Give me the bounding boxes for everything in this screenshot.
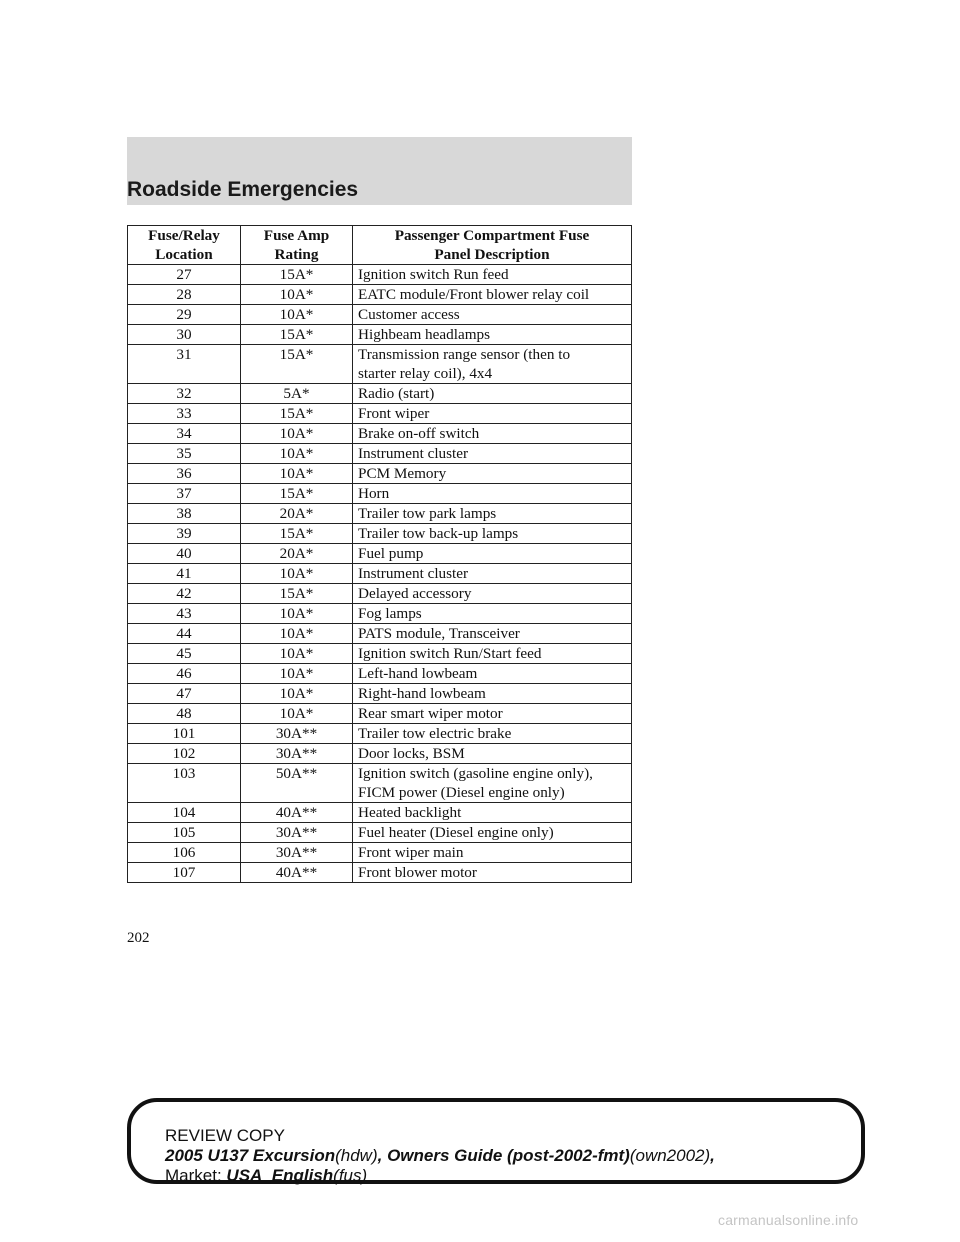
fuse-description: Horn: [353, 484, 632, 504]
table-row: [128, 325, 632, 345]
fuse-amp-rating: 40A**: [241, 803, 353, 823]
fuse-location: 34: [128, 424, 241, 444]
fuse-description: Fuel heater (Diesel engine only): [353, 823, 632, 843]
table-row: [128, 624, 632, 644]
fuse-table-body: [128, 265, 632, 883]
table-row: [128, 644, 632, 664]
table-row: [128, 444, 632, 464]
table-row: [128, 823, 632, 843]
fuse-description: Highbeam headlamps: [353, 325, 632, 345]
fuse-amp-rating: 10A*: [241, 444, 353, 464]
fuse-description: Fuel pump: [353, 544, 632, 564]
fuse-location: 31: [128, 345, 241, 384]
fuse-location: 46: [128, 664, 241, 684]
fuse-location: 47: [128, 684, 241, 704]
fuse-description: Door locks, BSM: [353, 744, 632, 764]
table-row: [128, 404, 632, 424]
table-row: [128, 484, 632, 504]
table-row: [128, 305, 632, 325]
fuse-location: 28: [128, 285, 241, 305]
table-row: [128, 704, 632, 724]
fuse-location: 43: [128, 604, 241, 624]
fuse-description: EATC module/Front blower relay coil: [353, 285, 632, 305]
table-row: [128, 664, 632, 684]
fuse-amp-rating: 10A*: [241, 424, 353, 444]
fuse-amp-rating: 30A**: [241, 724, 353, 744]
table-header-row: [128, 226, 632, 265]
fuse-description: Instrument cluster: [353, 564, 632, 584]
table-row: [128, 863, 632, 883]
fuse-location: 41: [128, 564, 241, 584]
fuse-amp-rating: 30A**: [241, 744, 353, 764]
table-row: [128, 464, 632, 484]
fuse-amp-rating: 10A*: [241, 305, 353, 325]
fuse-description: Left-hand lowbeam: [353, 664, 632, 684]
fuse-amp-rating: 10A*: [241, 604, 353, 624]
fuse-location: 39: [128, 524, 241, 544]
fuse-location: 40: [128, 544, 241, 564]
fuse-amp-rating: 10A*: [241, 285, 353, 305]
fuse-description: Ignition switch Run/Start feed: [353, 644, 632, 664]
fuse-description: Radio (start): [353, 384, 632, 404]
fuse-description: PATS module, Transceiver: [353, 624, 632, 644]
table-row: [128, 764, 632, 803]
fuse-location: 107: [128, 863, 241, 883]
fuse-description: Front blower motor: [353, 863, 632, 883]
table-row: [128, 265, 632, 285]
table-row: [128, 803, 632, 823]
section-title: Roadside Emergencies: [127, 178, 359, 201]
fuse-amp-rating: 5A*: [241, 384, 353, 404]
fuse-amp-rating: 10A*: [241, 704, 353, 724]
table-row: [128, 384, 632, 404]
fuse-location: 44: [128, 624, 241, 644]
review-line-3: Market: USA_English(fus): [165, 1166, 368, 1185]
fuse-description: Front wiper main: [353, 843, 632, 863]
fuse-location: 105: [128, 823, 241, 843]
fuse-location: 35: [128, 444, 241, 464]
fuse-description: Rear smart wiper motor: [353, 704, 632, 724]
table-row: [128, 843, 632, 863]
table-row: [128, 564, 632, 584]
fuse-amp-rating: 15A*: [241, 404, 353, 424]
fuse-amp-rating: 15A*: [241, 524, 353, 544]
fuse-location: 103: [128, 764, 241, 803]
table-row: [128, 544, 632, 564]
fuse-description: Trailer tow park lamps: [353, 504, 632, 524]
fuse-description: Fog lamps: [353, 604, 632, 624]
fuse-amp-rating: 30A**: [241, 843, 353, 863]
fuse-location: 27: [128, 265, 241, 285]
review-line-2: 2005 U137 Excursion(hdw), Owners Guide (post-2002-fmt)(own2002),: [165, 1146, 715, 1165]
fuse-amp-rating: 15A*: [241, 325, 353, 345]
fuse-location: 42: [128, 584, 241, 604]
fuse-location: 102: [128, 744, 241, 764]
fuse-amp-rating: 15A*: [241, 345, 353, 384]
fuse-location: 32: [128, 384, 241, 404]
fuse-description: Front wiper: [353, 404, 632, 424]
fuse-amp-rating: 15A*: [241, 265, 353, 285]
fuse-amp-rating: 30A**: [241, 823, 353, 843]
table-row: [128, 285, 632, 305]
table-row: [128, 684, 632, 704]
review-line-1: REVIEW COPY: [165, 1126, 285, 1145]
fuse-location: 101: [128, 724, 241, 744]
fuse-amp-rating: 15A*: [241, 584, 353, 604]
header-description: Passenger Compartment Fuse Panel Description: [353, 226, 632, 265]
fuse-amp-rating: 40A**: [241, 863, 353, 883]
fuse-location: 33: [128, 404, 241, 424]
fuse-amp-rating: 50A**: [241, 764, 353, 803]
fuse-location: 38: [128, 504, 241, 524]
fuse-location: 104: [128, 803, 241, 823]
fuse-amp-rating: 15A*: [241, 484, 353, 504]
table-row: [128, 724, 632, 744]
fuse-description: Trailer tow electric brake: [353, 724, 632, 744]
fuse-description: Ignition switch (gasoline engine only), FICM power (Diesel engine only): [353, 764, 632, 803]
fuse-amp-rating: 10A*: [241, 684, 353, 704]
table-row: [128, 504, 632, 524]
table-row: [128, 345, 632, 384]
watermark: carmanualsonline.info: [718, 1212, 859, 1228]
fuse-location: 45: [128, 644, 241, 664]
fuse-amp-rating: 20A*: [241, 544, 353, 564]
fuse-amp-rating: 10A*: [241, 664, 353, 684]
header-location: Fuse/Relay Location: [128, 226, 241, 265]
fuse-amp-rating: 10A*: [241, 624, 353, 644]
fuse-description: Customer access: [353, 305, 632, 325]
table-row: [128, 424, 632, 444]
fuse-description: Brake on-off switch: [353, 424, 632, 444]
fuse-location: 29: [128, 305, 241, 325]
fuse-description: PCM Memory: [353, 464, 632, 484]
table-row: [128, 744, 632, 764]
fuse-table: [127, 225, 632, 883]
review-copy-text: [165, 1126, 715, 1186]
fuse-amp-rating: 20A*: [241, 504, 353, 524]
fuse-description: Right-hand lowbeam: [353, 684, 632, 704]
fuse-description: Trailer tow back-up lamps: [353, 524, 632, 544]
table-row: [128, 604, 632, 624]
fuse-description: Transmission range sensor (then to starter relay coil), 4x4: [353, 345, 632, 384]
header-amp-rating: Fuse Amp Rating: [241, 226, 353, 265]
fuse-description: Ignition switch Run feed: [353, 265, 632, 285]
fuse-description: Delayed accessory: [353, 584, 632, 604]
fuse-location: 36: [128, 464, 241, 484]
fuse-amp-rating: 10A*: [241, 564, 353, 584]
fuse-location: 106: [128, 843, 241, 863]
table-row: [128, 524, 632, 544]
page-number: 202: [127, 930, 150, 946]
fuse-description: Heated backlight: [353, 803, 632, 823]
fuse-description: Instrument cluster: [353, 444, 632, 464]
fuse-location: 48: [128, 704, 241, 724]
table-row: [128, 584, 632, 604]
fuse-location: 37: [128, 484, 241, 504]
fuse-amp-rating: 10A*: [241, 464, 353, 484]
fuse-location: 30: [128, 325, 241, 345]
fuse-amp-rating: 10A*: [241, 644, 353, 664]
